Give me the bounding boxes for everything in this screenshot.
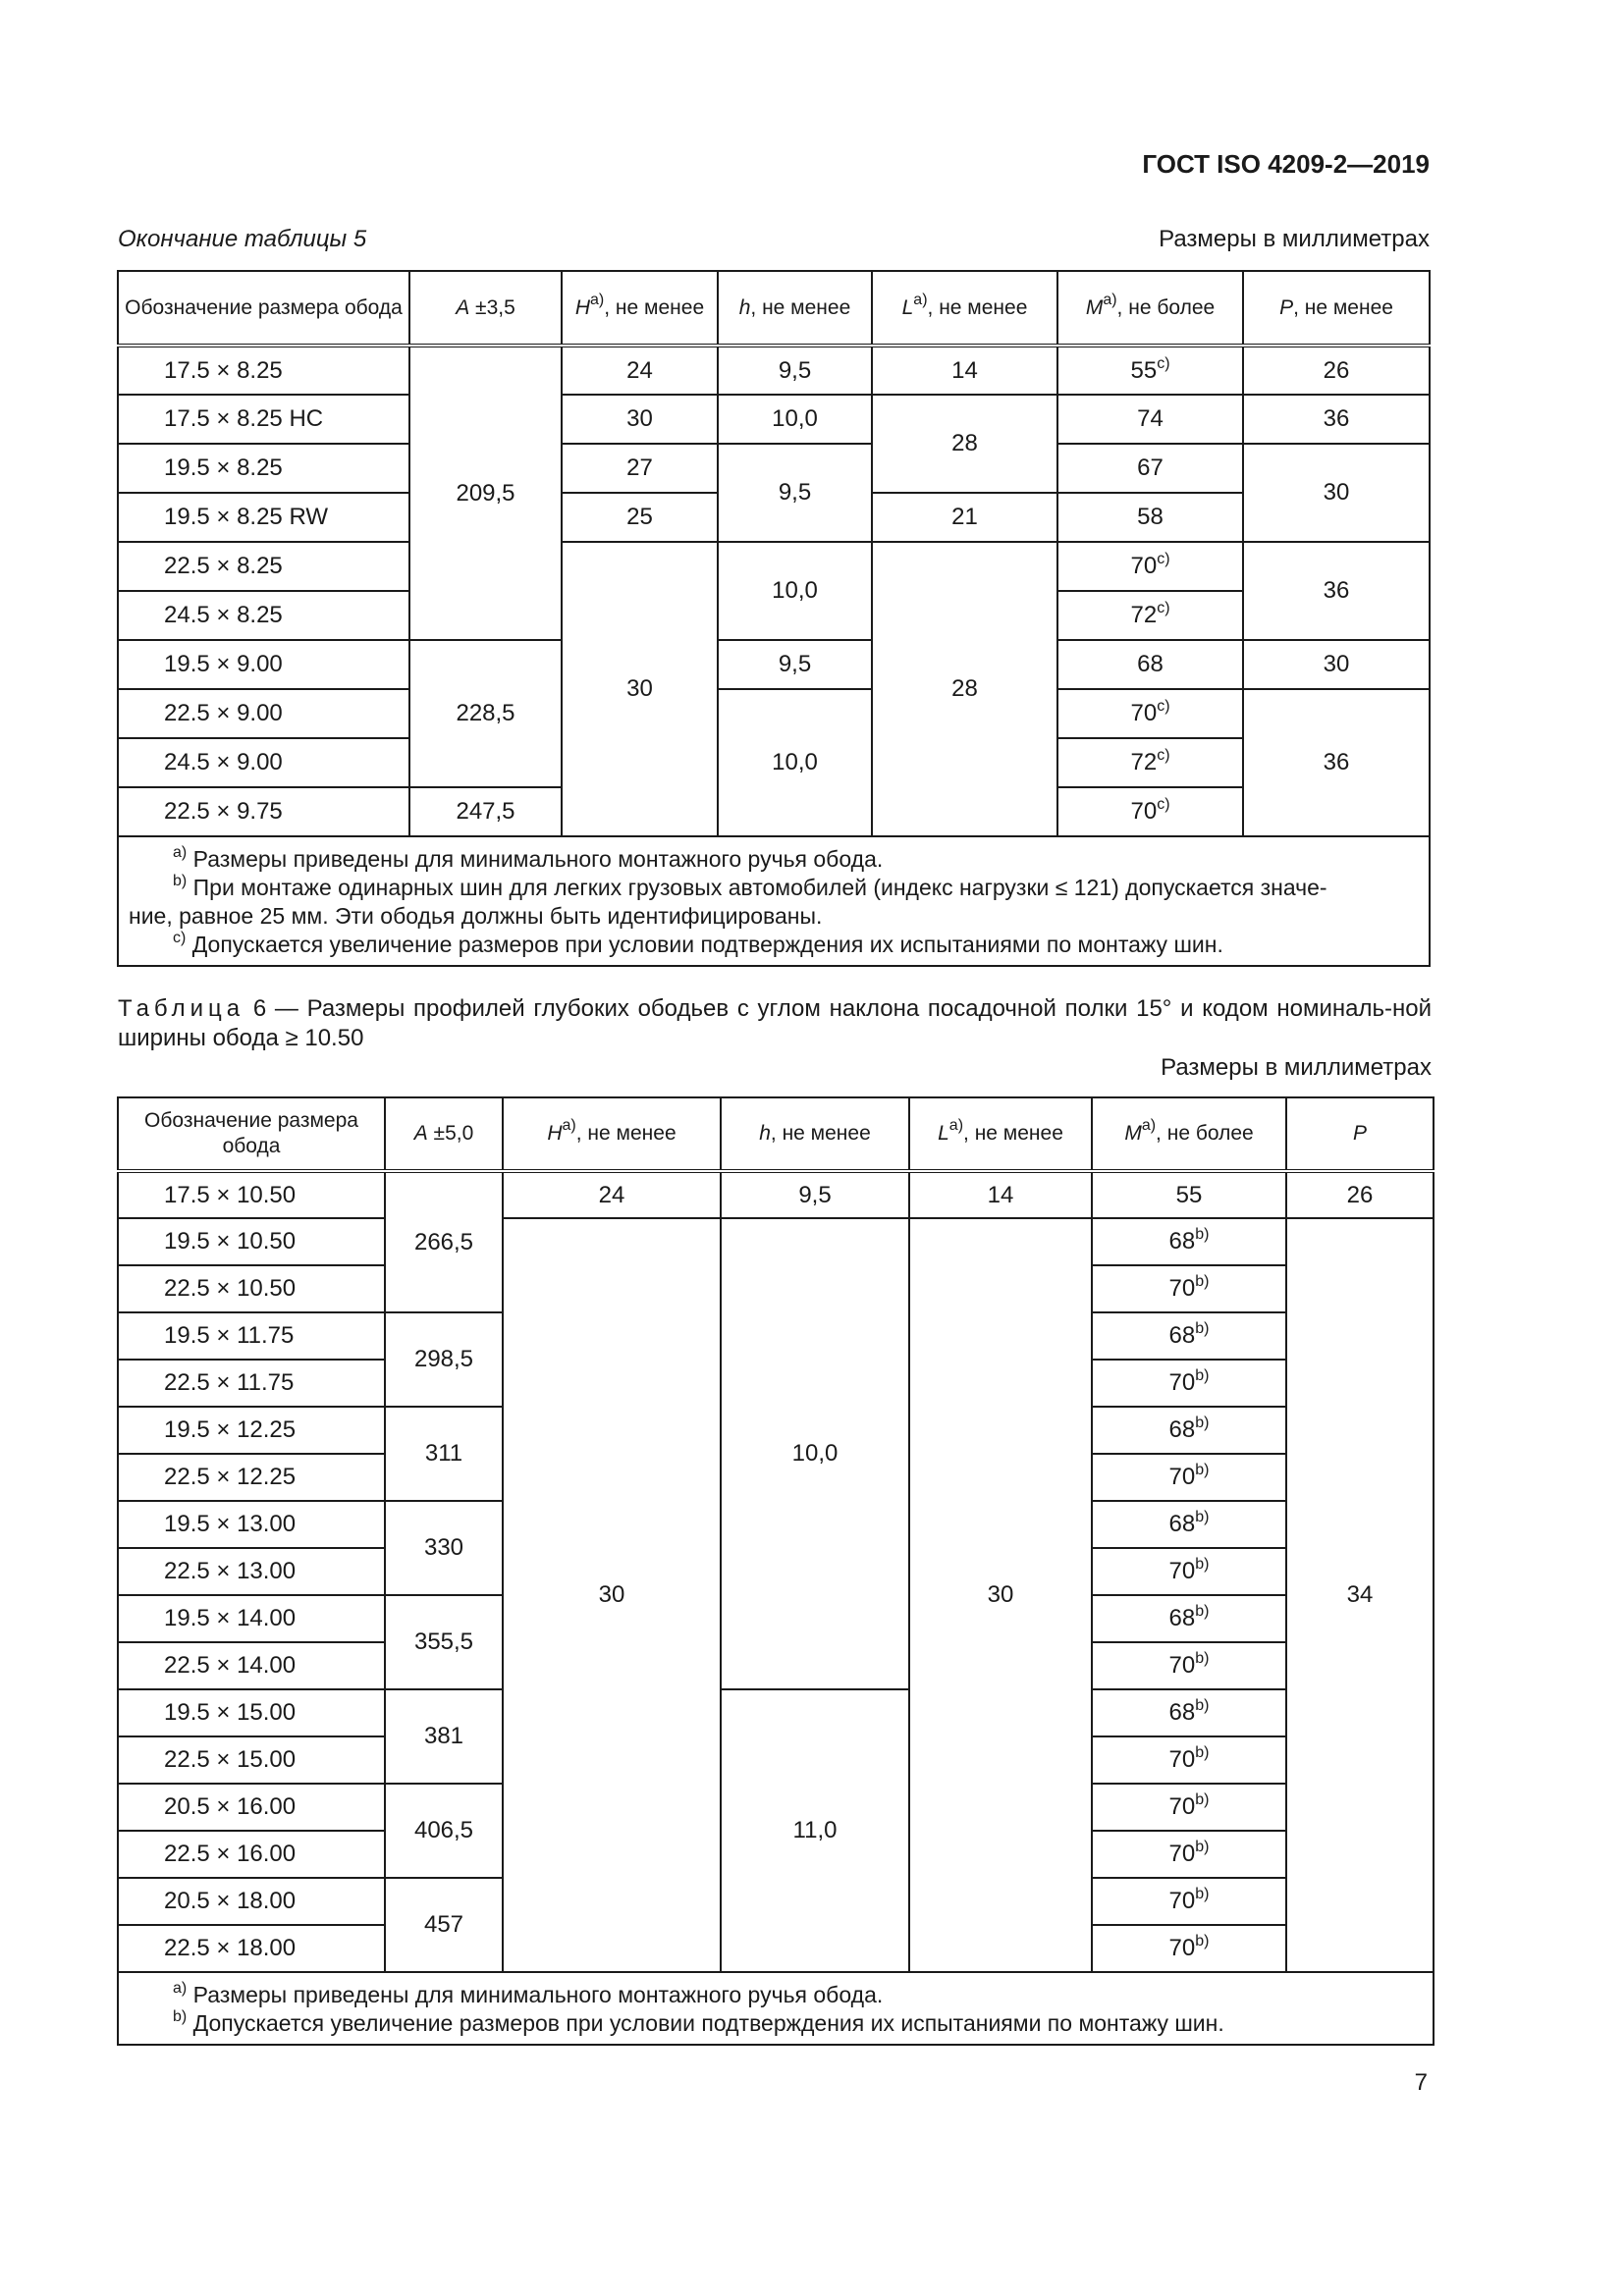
rim-designation: 22.5 × 10.50 xyxy=(118,1265,385,1312)
table-row xyxy=(118,640,1430,689)
rim-designation: 22.5 × 12.25 xyxy=(118,1454,385,1501)
rim-designation: 22.5 × 16.00 xyxy=(118,1831,385,1878)
a-value: 298,5 xyxy=(385,1312,503,1407)
h-upper-value: 30 xyxy=(503,1218,721,1972)
m-value: 68$^{b)}$ xyxy=(1092,1689,1286,1736)
table6-notes-row xyxy=(118,1972,1434,2045)
m-value: 70$^{b)}$ xyxy=(1092,1831,1286,1878)
rim-designation: 22.5 × 13.00 xyxy=(118,1548,385,1595)
m-value: 68$^{b)}$ xyxy=(1092,1218,1286,1265)
p-value: 26 xyxy=(1286,1171,1434,1218)
p-value: 36 xyxy=(1243,689,1430,836)
l-value: 28 xyxy=(872,395,1057,493)
a-value: 266,5 xyxy=(385,1171,503,1312)
a-value: 355,5 xyxy=(385,1595,503,1689)
rim-designation: 19.5 × 8.25 RW xyxy=(118,493,409,542)
rim-designation: 24.5 × 9.00 xyxy=(118,738,409,787)
table6-header-h-lower: h, не менее xyxy=(721,1097,909,1171)
rim-designation: 20.5 × 18.00 xyxy=(118,1878,385,1925)
rim-designation: 24.5 × 8.25 xyxy=(118,591,409,640)
table6-header-a: A ±5,0 xyxy=(385,1097,503,1171)
a-value: 330 xyxy=(385,1501,503,1595)
m-value: 70$^{b)}$ xyxy=(1092,1878,1286,1925)
h-lower-value: 9,5 xyxy=(718,346,872,395)
h-upper-value: 30 xyxy=(562,542,718,836)
m-value: 58 xyxy=(1057,493,1243,542)
a-value: 381 xyxy=(385,1689,503,1784)
p-value: 36 xyxy=(1243,542,1430,640)
h-lower-value: 9,5 xyxy=(718,444,872,542)
table6-header-h-upper: $H^{a)}$, не менее xyxy=(503,1097,721,1171)
table5-header-designation: Обозначение размера обода xyxy=(118,271,409,346)
rim-designation: 19.5 × 10.50 xyxy=(118,1218,385,1265)
rim-designation: 19.5 × 13.00 xyxy=(118,1501,385,1548)
l-value: 30 xyxy=(909,1218,1092,1972)
table5-header-row xyxy=(118,271,1430,346)
m-value: 68$^{b)}$ xyxy=(1092,1501,1286,1548)
m-value: 55 xyxy=(1092,1171,1286,1218)
m-value: 70$^{b)}$ xyxy=(1092,1265,1286,1312)
h-lower-value: 10,0 xyxy=(721,1218,909,1689)
footnote-b: $^{b)}$ Допускается увеличение размеров при условии подтверждения их испытаниями по монтажу шин. xyxy=(173,2008,1224,2036)
footnote-c: $^{c)}$ Допускается увеличение размеров при условии подтверждения их испытаниями по монтажу шин. xyxy=(173,930,1223,957)
rim-designation: 19.5 × 14.00 xyxy=(118,1595,385,1642)
m-value: 70$^{b)}$ xyxy=(1092,1736,1286,1784)
table-row xyxy=(118,395,1430,444)
table5-header-a: A ±3,5 xyxy=(409,271,562,346)
m-value: 68$^{b)}$ xyxy=(1092,1407,1286,1454)
table6-header-l: $L^{a)}$, не менее xyxy=(909,1097,1092,1171)
m-value: 70$^{b)}$ xyxy=(1092,1925,1286,1972)
document-code: ГОСТ ISO 4209-2—2019 xyxy=(1142,149,1430,179)
a-value: 406,5 xyxy=(385,1784,503,1878)
table6-header-designation: Обозначение размера обода xyxy=(118,1097,385,1171)
table5-units: Размеры в миллиметрах xyxy=(1159,226,1430,252)
table6-notes xyxy=(118,1972,1434,2045)
m-value: 70$^{c)}$ xyxy=(1057,787,1243,836)
table5 xyxy=(117,270,1431,967)
table-row xyxy=(118,1689,1434,1736)
table6-header-row xyxy=(118,1097,1434,1171)
m-value: 68$^{b)}$ xyxy=(1092,1595,1286,1642)
table6-units: Размеры в миллиметрах xyxy=(1161,1054,1432,1081)
rim-designation: 17.5 × 8.25 HC xyxy=(118,395,409,444)
h-lower-value: 10,0 xyxy=(718,689,872,836)
h-upper-value: 24 xyxy=(562,346,718,395)
table5-caption: Окончание таблицы 5 xyxy=(118,226,367,252)
table5-header-m: $M^{a)}$, не более xyxy=(1057,271,1243,346)
h-upper-value: 27 xyxy=(562,444,718,493)
p-value: 30 xyxy=(1243,640,1430,689)
rim-designation: 22.5 × 8.25 xyxy=(118,542,409,591)
l-value: 21 xyxy=(872,493,1057,542)
rim-designation: 20.5 × 16.00 xyxy=(118,1784,385,1831)
table-row xyxy=(118,1218,1434,1265)
rim-designation: 22.5 × 18.00 xyxy=(118,1925,385,1972)
h-lower-value: 11,0 xyxy=(721,1689,909,1972)
rim-designation: 19.5 × 11.75 xyxy=(118,1312,385,1360)
page-number: 7 xyxy=(1414,2069,1428,2096)
m-value: 55$^{c)}$ xyxy=(1057,346,1243,395)
m-value: 70$^{b)}$ xyxy=(1092,1454,1286,1501)
a-value: 311 xyxy=(385,1407,503,1501)
h-lower-value: 9,5 xyxy=(721,1171,909,1218)
h-lower-value: 10,0 xyxy=(718,542,872,640)
a-value: 209,5 xyxy=(409,346,562,640)
table5-notes xyxy=(118,836,1430,966)
table6-title: Таблица 6 — Размеры профилей глубоких ободьев с углом наклона посадочной полки 15° и кодом номиналь-ной ширины обода ≥ 10.50 xyxy=(118,995,1432,1051)
a-value: 247,5 xyxy=(409,787,562,836)
m-value: 70$^{c)}$ xyxy=(1057,542,1243,591)
table5-notes-row xyxy=(118,836,1430,966)
rim-designation: 19.5 × 12.25 xyxy=(118,1407,385,1454)
table6-header-p: P xyxy=(1286,1097,1434,1171)
a-value: 228,5 xyxy=(409,640,562,787)
m-value: 70$^{b)}$ xyxy=(1092,1642,1286,1689)
m-value: 68$^{b)}$ xyxy=(1092,1312,1286,1360)
h-upper-value: 30 xyxy=(562,395,718,444)
l-value: 14 xyxy=(909,1171,1092,1218)
rim-designation: 22.5 × 15.00 xyxy=(118,1736,385,1784)
p-value: 26 xyxy=(1243,346,1430,395)
m-value: 74 xyxy=(1057,395,1243,444)
rim-designation: 17.5 × 8.25 xyxy=(118,346,409,395)
rim-designation: 22.5 × 9.75 xyxy=(118,787,409,836)
table5-header-h-upper: $H^{a)}$, не менее xyxy=(562,271,718,346)
rim-designation: 19.5 × 8.25 xyxy=(118,444,409,493)
table5-header-p: P, не менее xyxy=(1243,271,1430,346)
m-value: 72$^{c)}$ xyxy=(1057,738,1243,787)
a-value: 457 xyxy=(385,1878,503,1972)
table-row xyxy=(118,542,1430,591)
h-lower-value: 9,5 xyxy=(718,640,872,689)
table-row xyxy=(118,1171,1434,1218)
footnote-b-continuation: ние, равное 25 мм. Эти ободья должны быть идентифицированы. xyxy=(129,903,823,929)
p-value: 30 xyxy=(1243,444,1430,542)
p-value: 36 xyxy=(1243,395,1430,444)
m-value: 70$^{b)}$ xyxy=(1092,1548,1286,1595)
rim-designation: 22.5 × 14.00 xyxy=(118,1642,385,1689)
table6 xyxy=(117,1096,1435,2046)
h-upper-value: 25 xyxy=(562,493,718,542)
rim-designation: 22.5 × 9.00 xyxy=(118,689,409,738)
rim-designation: 19.5 × 9.00 xyxy=(118,640,409,689)
table6-header-m: $M^{a)}$, не более xyxy=(1092,1097,1286,1171)
footnote-b: $^{b)}$ При монтаже одинарных шин для легких грузовых автомобилей (индекс нагрузки ≤ 121) допускается значе- xyxy=(173,873,1327,900)
table5-header-h-lower: h, не менее xyxy=(718,271,872,346)
rim-designation: 17.5 × 10.50 xyxy=(118,1171,385,1218)
m-value: 72$^{c)}$ xyxy=(1057,591,1243,640)
m-value: 70$^{c)}$ xyxy=(1057,689,1243,738)
m-value: 70$^{b)}$ xyxy=(1092,1784,1286,1831)
m-value: 68 xyxy=(1057,640,1243,689)
p-value: 34 xyxy=(1286,1218,1434,1972)
footnote-a: $^{a)}$ Размеры приведены для минимального монтажного ручья обода. xyxy=(173,1980,884,2007)
h-lower-value: 10,0 xyxy=(718,395,872,444)
l-value: 14 xyxy=(872,346,1057,395)
m-value: 70$^{b)}$ xyxy=(1092,1360,1286,1407)
l-value: 28 xyxy=(872,542,1057,836)
h-upper-value: 24 xyxy=(503,1171,721,1218)
footnote-a: $^{a)}$ Размеры приведены для минимального монтажного ручья обода. xyxy=(173,844,884,872)
table-row xyxy=(118,346,1430,395)
m-value: 67 xyxy=(1057,444,1243,493)
table5-header-l: $L^{a)}$, не менее xyxy=(872,271,1057,346)
table-row xyxy=(118,689,1430,738)
table-row xyxy=(118,444,1430,493)
rim-designation: 22.5 × 11.75 xyxy=(118,1360,385,1407)
rim-designation: 19.5 × 15.00 xyxy=(118,1689,385,1736)
